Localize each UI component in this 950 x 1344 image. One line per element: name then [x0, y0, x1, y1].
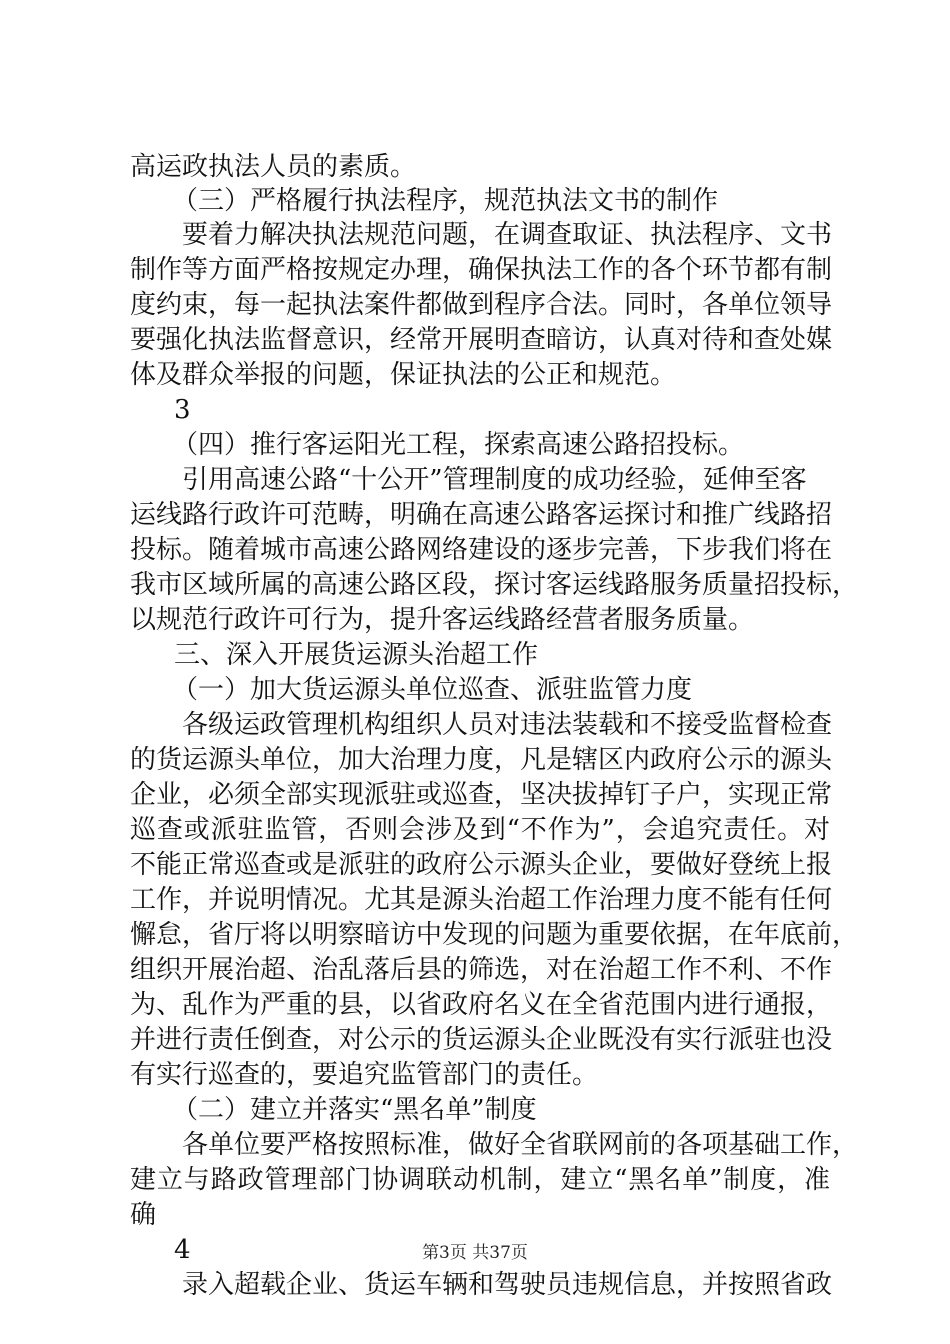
text-line: 为、乱作为严重的县，以省政府名义在全省范围内进行通报，: [130, 990, 833, 1020]
text-line: 以规范行政许可行为，提升客运线路经营者服务质量。: [130, 605, 755, 635]
text-line: 体及群众举报的问题，保证执法的公正和规范。: [130, 360, 677, 390]
text-line: 要着力解决执法规范问题，在调查取证、执法程序、文书: [182, 220, 833, 250]
text-line: （四）推行客运阳光工程，探索高速公路招投标。: [172, 430, 745, 460]
text-line: 企业，必须全部实现派驻或巡查，坚决拔掉钉子户，实现正常: [130, 780, 833, 810]
text-line: 组织开展治超、治乱落后县的筛选，对在治超工作不利、不作: [130, 955, 833, 985]
text-line: （三）严格履行执法程序，规范执法文书的制作: [172, 186, 719, 216]
text-line: 懈怠，省厅将以明察暗访中发现的问题为重要依据，在年底前，: [130, 920, 859, 950]
text-line: （二）建立并落实“黑名单”制度: [172, 1095, 537, 1125]
text-line: 要强化执法监督意识，经常开展明查暗访，认真对待和查处媒: [130, 325, 833, 355]
text-line: 引用高速公路“十公开”管理制度的成功经验，延伸至客: [182, 465, 807, 495]
text-line: 录入超载企业、货运车辆和驾驶员违规信息，并按照省政: [182, 1270, 833, 1300]
text-line: 4: [174, 1235, 191, 1265]
text-line: 确: [130, 1200, 157, 1230]
text-line: 巡查或派驻监管，否则会涉及到“不作为”，会追究责任。对: [130, 815, 830, 845]
text-line: 我市区域所属的高速公路区段，探讨客运线路服务质量招投标，: [130, 570, 859, 600]
text-line: 不能正常巡查或是派驻的政府公示源头企业，要做好登统上报: [130, 850, 833, 880]
text-line: 并进行责任倒查，对公示的货运源头企业既没有实行派驻也没: [130, 1025, 833, 1055]
text-line: 投标。随着城市高速公路网络建设的逐步完善，下步我们将在: [130, 535, 833, 565]
text-line: 制作等方面严格按规定办理，确保执法工作的各个环节都有制: [130, 255, 833, 285]
page-footer: 第3页 共37页: [422, 1243, 528, 1263]
text-line: 建立与路政管理部门协调联动机制，建立“黑名单”制度，准: [130, 1165, 830, 1195]
text-line: 各单位要严格按照标准，做好全省联网前的各项基础工作，: [182, 1130, 859, 1160]
text-line: 3: [174, 395, 191, 425]
text-line: 各级运政管理机构组织人员对违法装载和不接受监督检查: [182, 710, 833, 740]
text-line: 的货运源头单位，加大治理力度，凡是辖区内政府公示的源头: [130, 745, 833, 775]
text-line: 度约束，每一起执法案件都做到程序合法。同时，各单位领导: [130, 290, 833, 320]
text-line: 三、深入开展货运源头治超工作: [174, 640, 539, 670]
text-line: （一）加大货运源头单位巡查、派驻监管力度: [172, 675, 693, 705]
text-line: 高运政执法人员的素质。: [130, 152, 417, 182]
text-line: 运线路行政许可范畴，明确在高速公路客运探讨和推广线路招: [130, 500, 833, 530]
text-line: 有实行巡查的，要追究监管部门的责任。: [130, 1060, 599, 1090]
text-line: 工作，并说明情况。尤其是源头治超工作治理力度不能有任何: [130, 885, 833, 915]
